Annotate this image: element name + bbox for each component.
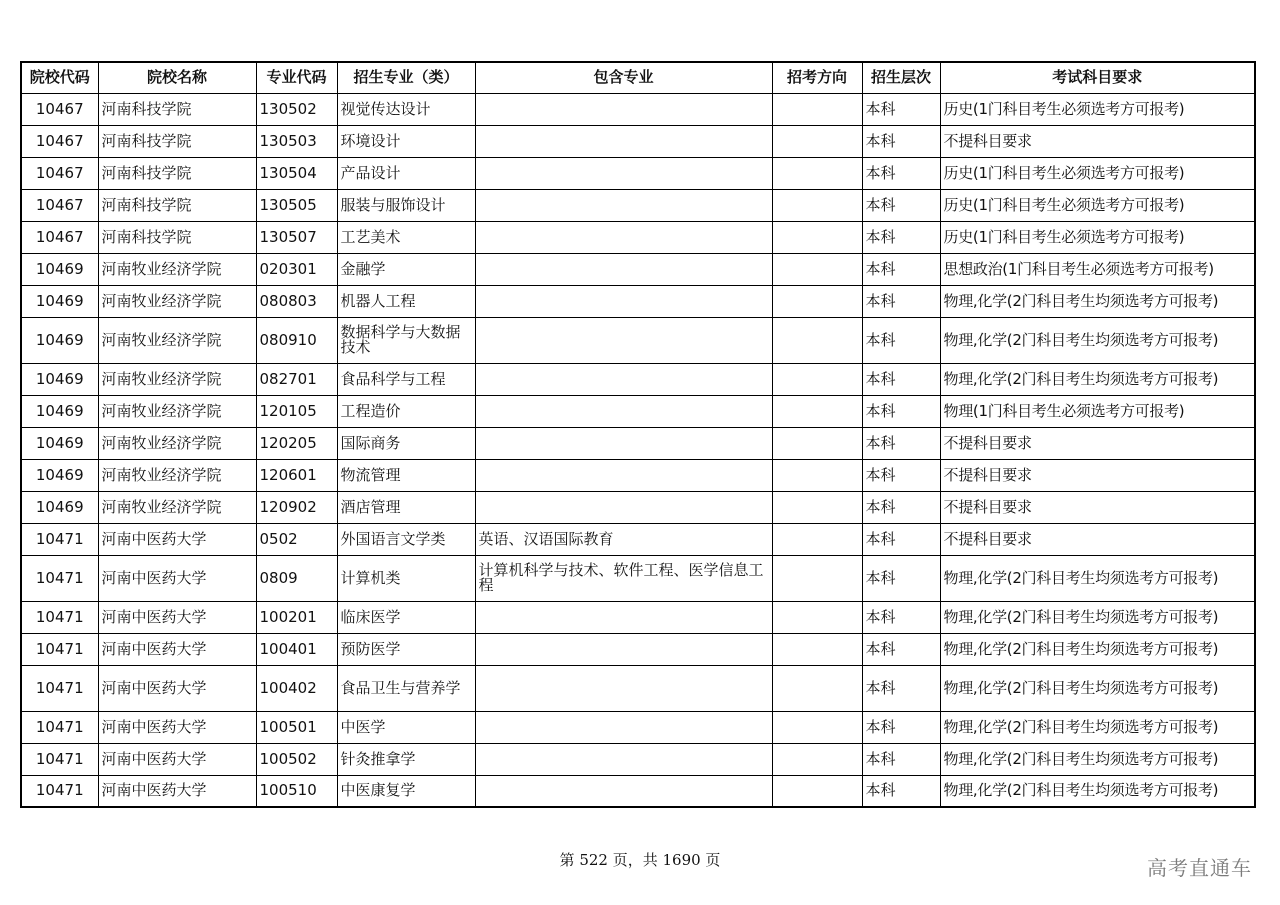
cell-included-majors [475,285,772,317]
table-row [21,317,1255,363]
cell-level: 本科 [862,317,940,363]
cell-requirement: 物理,化学(2门科目考生均须选考方可报考) [940,743,1255,775]
cell-school-name: 河南中医药大学 [98,601,256,633]
cell-included-majors [475,317,772,363]
cell-included-majors [475,221,772,253]
table-row [21,743,1255,775]
cell-level: 本科 [862,555,940,601]
cell-included-majors: 计算机科学与技术、软件工程、医学信息工程 [475,555,772,601]
cell-major-code: 080910 [256,317,337,363]
cell-major-code: 100401 [256,633,337,665]
cell-major-code: 120601 [256,459,337,491]
cell-school-code: 10467 [21,189,98,221]
cell-school-name: 河南中医药大学 [98,665,256,711]
cell-major-code: 100502 [256,743,337,775]
page-number: 第 522 页，共 1690 页 [559,851,721,869]
cell-school-code: 10467 [21,157,98,189]
cell-school-code: 10469 [21,459,98,491]
cell-level: 本科 [862,363,940,395]
header-school-code: 院校代码 [21,62,98,93]
cell-school-name: 河南牧业经济学院 [98,317,256,363]
table-row [21,125,1255,157]
cell-level: 本科 [862,633,940,665]
cell-direction [772,743,862,775]
cell-direction [772,157,862,189]
cell-requirement: 不提科目要求 [940,491,1255,523]
cell-major: 中医康复学 [337,775,475,807]
table-header-row [21,62,1255,93]
cell-major-code: 100402 [256,665,337,711]
table-row [21,491,1255,523]
cell-school-code: 10471 [21,633,98,665]
cell-included-majors [475,601,772,633]
cell-school-name: 河南牧业经济学院 [98,285,256,317]
admissions-table-container [20,61,1256,808]
table-row [21,363,1255,395]
cell-requirement: 历史(1门科目考生必须选考方可报考) [940,221,1255,253]
cell-major-code: 080803 [256,285,337,317]
cell-school-code: 10469 [21,395,98,427]
cell-requirement: 物理,化学(2门科目考生均须选考方可报考) [940,775,1255,807]
cell-level: 本科 [862,459,940,491]
table-row [21,395,1255,427]
cell-school-code: 10467 [21,125,98,157]
cell-school-code: 10471 [21,743,98,775]
table-row [21,711,1255,743]
cell-direction [772,189,862,221]
cell-level: 本科 [862,285,940,317]
header-major: 招生专业（类） [337,62,475,93]
cell-requirement: 不提科目要求 [940,427,1255,459]
cell-school-name: 河南中医药大学 [98,711,256,743]
cell-school-name: 河南中医药大学 [98,775,256,807]
cell-requirement: 物理,化学(2门科目考生均须选考方可报考) [940,633,1255,665]
table-row [21,285,1255,317]
cell-requirement: 物理,化学(2门科目考生均须选考方可报考) [940,317,1255,363]
cell-school-code: 10471 [21,523,98,555]
cell-direction [772,491,862,523]
cell-major: 数据科学与大数据技术 [337,317,475,363]
table-row [21,775,1255,807]
cell-school-name: 河南科技学院 [98,125,256,157]
cell-major: 产品设计 [337,157,475,189]
cell-level: 本科 [862,743,940,775]
header-major-code: 专业代码 [256,62,337,93]
cell-school-name: 河南中医药大学 [98,743,256,775]
cell-major-code: 130505 [256,189,337,221]
cell-included-majors [475,395,772,427]
cell-major-code: 120902 [256,491,337,523]
cell-included-majors [475,459,772,491]
cell-direction [772,395,862,427]
cell-level: 本科 [862,665,940,711]
header-direction: 招考方向 [772,62,862,93]
cell-included-majors [475,189,772,221]
cell-school-name: 河南科技学院 [98,157,256,189]
cell-school-code: 10469 [21,253,98,285]
cell-school-code: 10469 [21,285,98,317]
table-row [21,189,1255,221]
cell-major-code: 120205 [256,427,337,459]
cell-major: 物流管理 [337,459,475,491]
cell-major: 预防医学 [337,633,475,665]
table-row [21,459,1255,491]
cell-level: 本科 [862,253,940,285]
cell-major-code: 100510 [256,775,337,807]
cell-direction [772,253,862,285]
cell-school-code: 10471 [21,711,98,743]
cell-major: 食品科学与工程 [337,363,475,395]
cell-included-majors [475,253,772,285]
table-row [21,427,1255,459]
cell-requirement: 物理,化学(2门科目考生均须选考方可报考) [940,285,1255,317]
table-row [21,555,1255,601]
cell-major: 工艺美术 [337,221,475,253]
table-row [21,633,1255,665]
cell-requirement: 思想政治(1门科目考生必须选考方可报考) [940,253,1255,285]
cell-school-name: 河南中医药大学 [98,523,256,555]
cell-major: 外国语言文学类 [337,523,475,555]
cell-requirement: 不提科目要求 [940,459,1255,491]
cell-direction [772,221,862,253]
cell-major-code: 120105 [256,395,337,427]
cell-direction [772,93,862,125]
cell-included-majors [475,157,772,189]
cell-major: 中医学 [337,711,475,743]
cell-major-code: 100201 [256,601,337,633]
cell-requirement: 物理,化学(2门科目考生均须选考方可报考) [940,601,1255,633]
cell-school-name: 河南牧业经济学院 [98,459,256,491]
cell-direction [772,125,862,157]
header-requirement: 考试科目要求 [940,62,1255,93]
cell-school-name: 河南科技学院 [98,221,256,253]
cell-level: 本科 [862,523,940,555]
table-row [21,221,1255,253]
table-row [21,601,1255,633]
cell-requirement: 历史(1门科目考生必须选考方可报考) [940,189,1255,221]
cell-major-code: 0502 [256,523,337,555]
cell-included-majors [475,711,772,743]
cell-included-majors [475,775,772,807]
watermark-text: 高考直通车 [1147,856,1252,880]
cell-major-code: 020301 [256,253,337,285]
cell-school-code: 10471 [21,665,98,711]
cell-level: 本科 [862,157,940,189]
cell-major-code: 082701 [256,363,337,395]
cell-level: 本科 [862,491,940,523]
cell-included-majors [475,491,772,523]
header-school-name: 院校名称 [98,62,256,93]
cell-level: 本科 [862,775,940,807]
cell-school-name: 河南牧业经济学院 [98,253,256,285]
cell-school-code: 10469 [21,363,98,395]
cell-level: 本科 [862,221,940,253]
cell-school-name: 河南中医药大学 [98,633,256,665]
cell-level: 本科 [862,711,940,743]
cell-major: 计算机类 [337,555,475,601]
cell-direction [772,775,862,807]
cell-requirement: 历史(1门科目考生必须选考方可报考) [940,157,1255,189]
cell-included-majors [475,633,772,665]
cell-major: 酒店管理 [337,491,475,523]
table-row [21,93,1255,125]
cell-major-code: 130504 [256,157,337,189]
cell-major-code: 0809 [256,555,337,601]
cell-major: 临床医学 [337,601,475,633]
cell-level: 本科 [862,601,940,633]
cell-direction [772,601,862,633]
cell-major: 机器人工程 [337,285,475,317]
header-level: 招生层次 [862,62,940,93]
cell-school-code: 10469 [21,427,98,459]
cell-major: 视觉传达设计 [337,93,475,125]
cell-school-code: 10469 [21,491,98,523]
cell-school-name: 河南牧业经济学院 [98,363,256,395]
cell-direction [772,317,862,363]
cell-school-code: 10471 [21,555,98,601]
cell-requirement: 物理(1门科目考生必须选考方可报考) [940,395,1255,427]
cell-direction [772,363,862,395]
cell-included-majors: 英语、汉语国际教育 [475,523,772,555]
cell-direction [772,459,862,491]
cell-included-majors [475,93,772,125]
cell-requirement: 物理,化学(2门科目考生均须选考方可报考) [940,711,1255,743]
cell-school-name: 河南牧业经济学院 [98,427,256,459]
cell-major: 环境设计 [337,125,475,157]
cell-direction [772,285,862,317]
cell-major: 服装与服饰设计 [337,189,475,221]
cell-direction [772,523,862,555]
cell-direction [772,711,862,743]
cell-included-majors [475,743,772,775]
cell-included-majors [475,665,772,711]
cell-school-name: 河南牧业经济学院 [98,491,256,523]
cell-school-code: 10471 [21,601,98,633]
cell-requirement: 不提科目要求 [940,125,1255,157]
cell-included-majors [475,363,772,395]
cell-school-code: 10467 [21,221,98,253]
cell-requirement: 物理,化学(2门科目考生均须选考方可报考) [940,665,1255,711]
cell-school-name: 河南牧业经济学院 [98,395,256,427]
cell-requirement: 不提科目要求 [940,523,1255,555]
cell-major: 工程造价 [337,395,475,427]
cell-requirement: 历史(1门科目考生必须选考方可报考) [940,93,1255,125]
cell-major-code: 130503 [256,125,337,157]
cell-direction [772,555,862,601]
cell-level: 本科 [862,93,940,125]
cell-requirement: 物理,化学(2门科目考生均须选考方可报考) [940,555,1255,601]
admissions-table [20,61,1256,808]
cell-requirement: 物理,化学(2门科目考生均须选考方可报考) [940,363,1255,395]
cell-level: 本科 [862,125,940,157]
header-included-majors: 包含专业 [475,62,772,93]
cell-major: 金融学 [337,253,475,285]
cell-school-name: 河南科技学院 [98,93,256,125]
cell-level: 本科 [862,189,940,221]
cell-major-code: 130502 [256,93,337,125]
cell-school-code: 10467 [21,93,98,125]
cell-included-majors [475,427,772,459]
cell-direction [772,665,862,711]
cell-level: 本科 [862,427,940,459]
table-body [21,93,1255,807]
cell-included-majors [475,125,772,157]
table-row [21,253,1255,285]
cell-major: 国际商务 [337,427,475,459]
table-row [21,523,1255,555]
table-row [21,157,1255,189]
cell-major: 针灸推拿学 [337,743,475,775]
table-row [21,665,1255,711]
cell-school-name: 河南中医药大学 [98,555,256,601]
cell-school-name: 河南科技学院 [98,189,256,221]
cell-school-code: 10469 [21,317,98,363]
cell-major: 食品卫生与营养学 [337,665,475,711]
cell-direction [772,427,862,459]
cell-school-code: 10471 [21,775,98,807]
cell-level: 本科 [862,395,940,427]
cell-direction [772,633,862,665]
cell-major-code: 100501 [256,711,337,743]
cell-major-code: 130507 [256,221,337,253]
